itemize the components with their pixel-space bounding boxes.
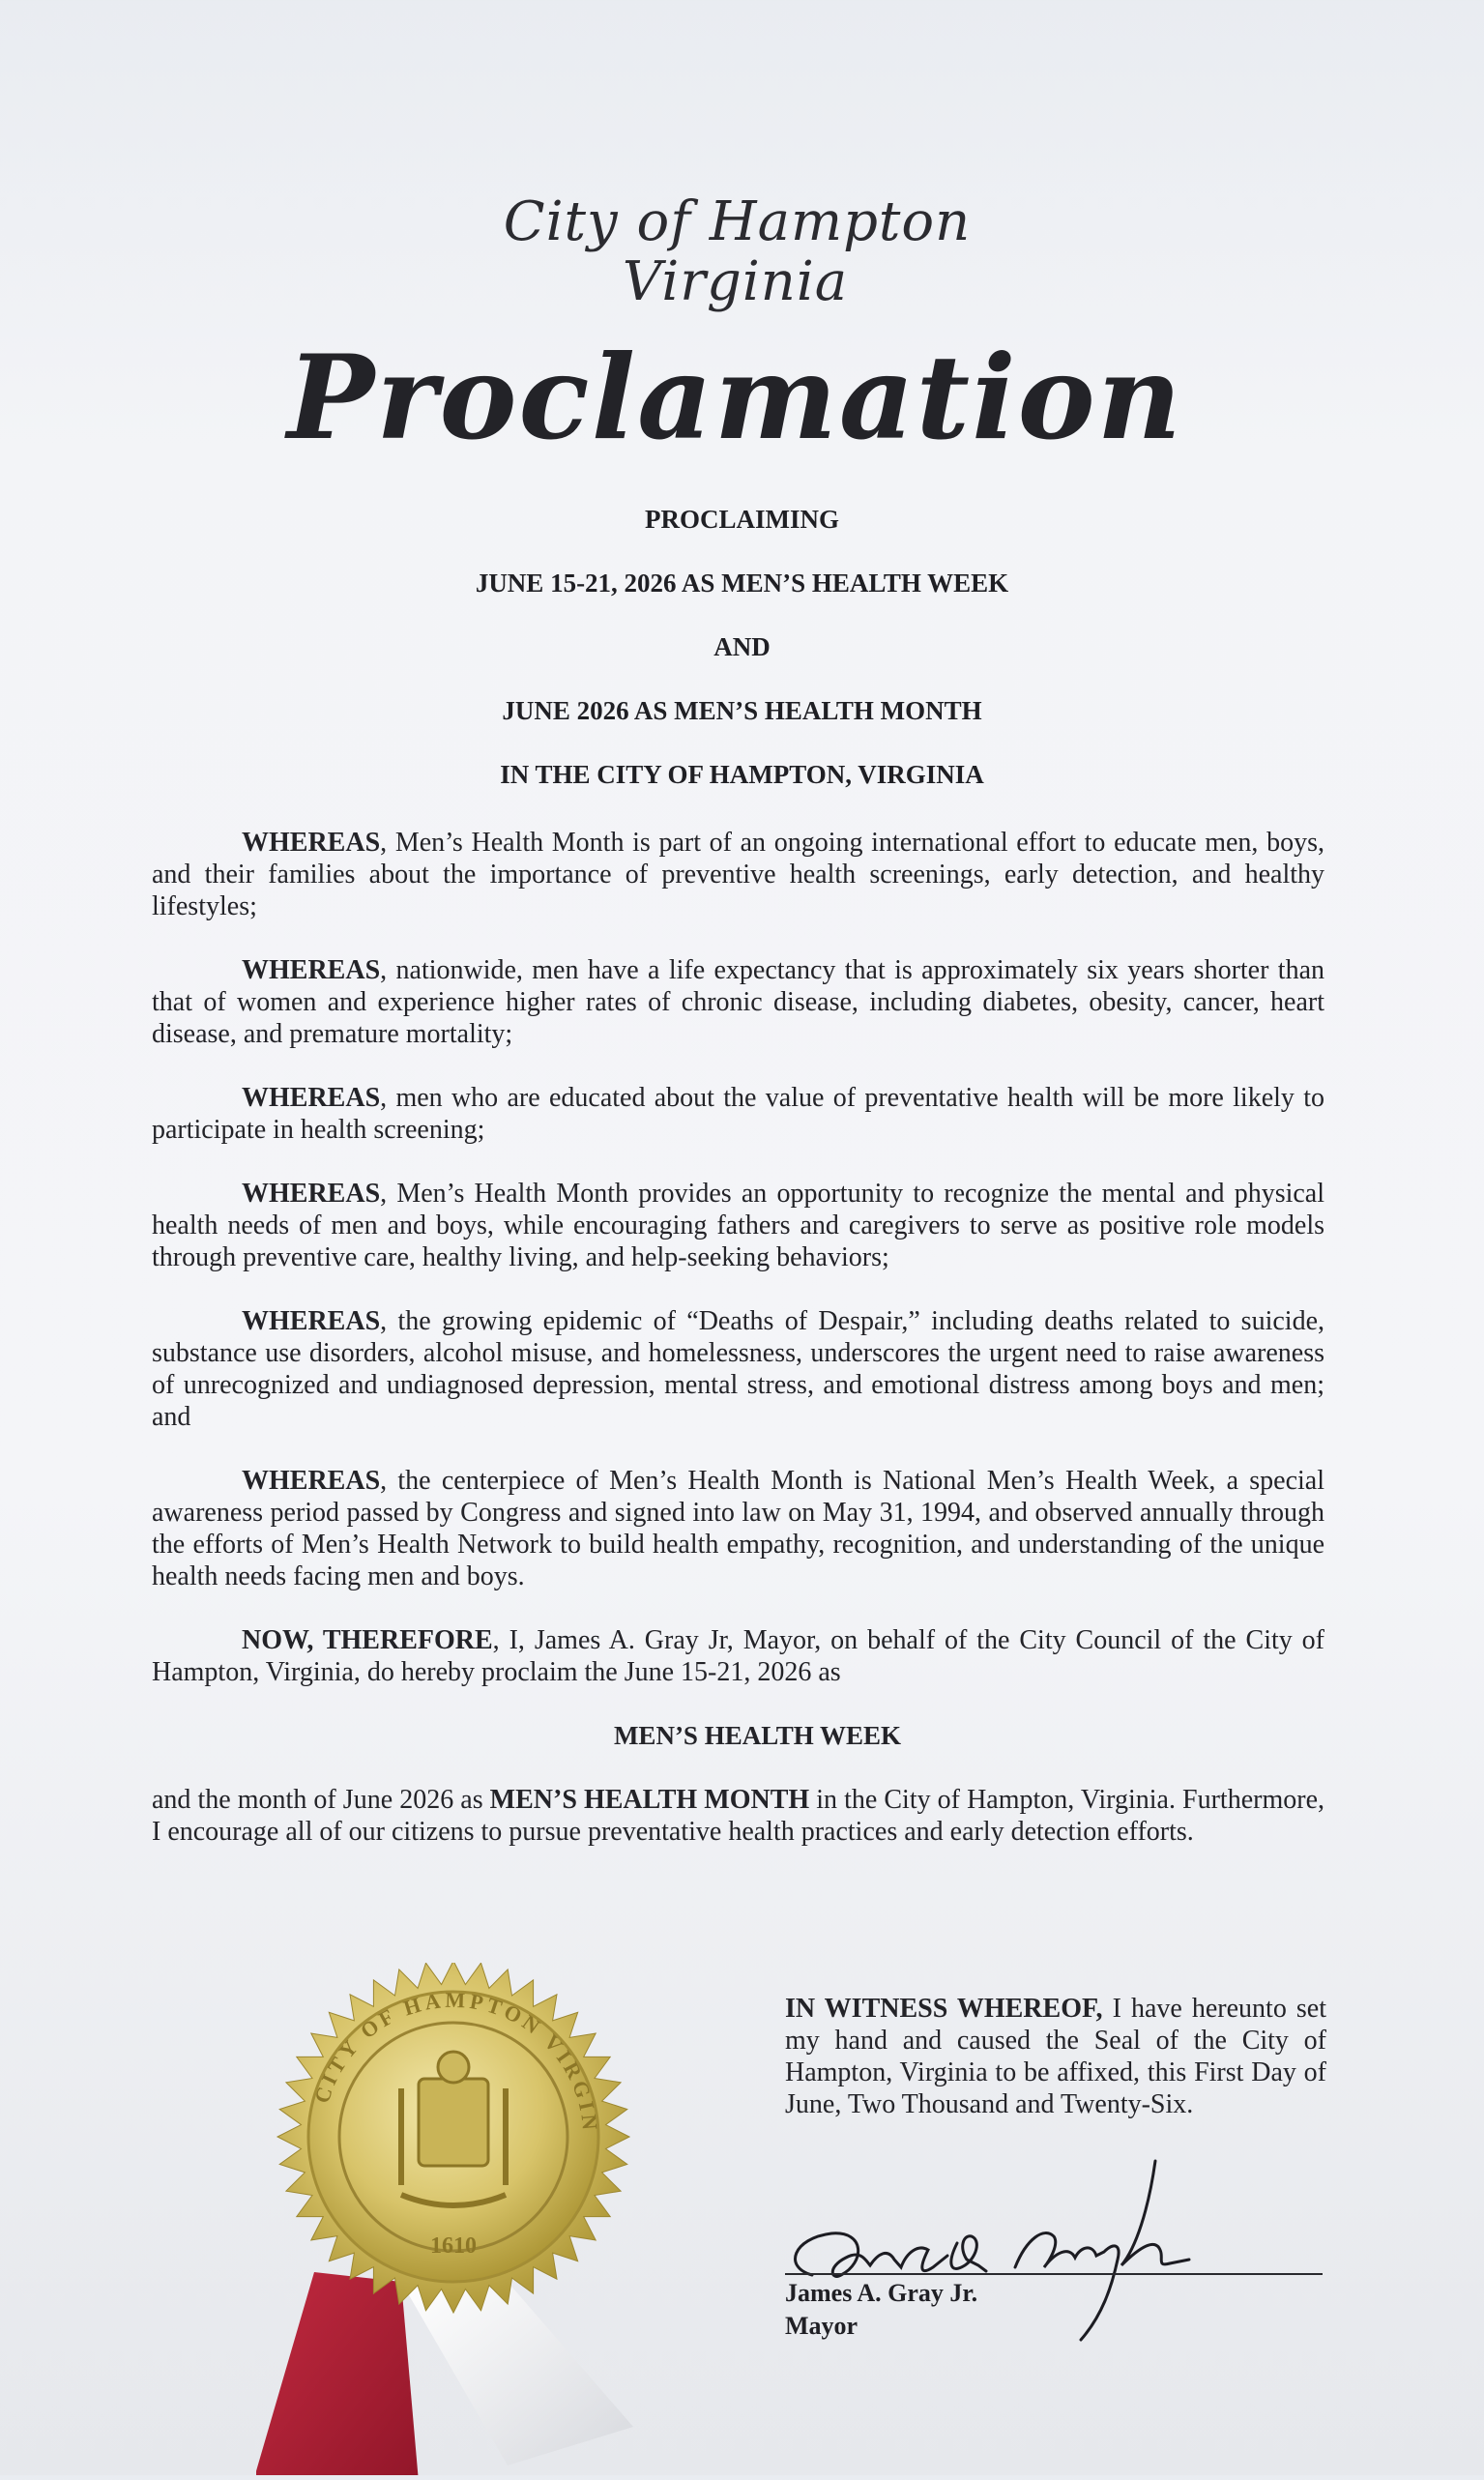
whereas-text: , Men’s Health Month is part of an ongoing international effort to educate men, boys, and their families about the importance of preventive health screenings, early detection, and healthy lifestyles; bbox=[152, 828, 1324, 921]
whereas-paragraph-5 bbox=[152, 1305, 1324, 1433]
state-name: Virginia bbox=[622, 250, 849, 313]
title-line-5: IN THE CITY OF HAMPTON, VIRGINIA bbox=[500, 760, 984, 789]
whereas-paragraph-3 bbox=[152, 1082, 1324, 1146]
whereas-lead: WHEREAS bbox=[242, 828, 381, 858]
document-header bbox=[0, 190, 1484, 466]
whereas-text: , men who are educated about the value of preventative health will be more likely to participate in health screening; bbox=[152, 1083, 1324, 1145]
therefore-lead: NOW, THEREFORE bbox=[242, 1625, 493, 1655]
closing-bold: MEN’S HEALTH MONTH bbox=[489, 1785, 810, 1815]
title-line-3: AND bbox=[713, 632, 771, 661]
witness-text: I have hereunto set my hand and caused the Seal of the City of Hampton, Virginia to be affixed, this First Day of June, Two Thousand and Twenty-Six. bbox=[785, 1994, 1326, 2119]
whereas-paragraph-6 bbox=[152, 1465, 1324, 1592]
therefore-text: , I, James A. Gray Jr, Mayor, on behalf of the City Council of the City of Hampton, Virginia, do hereby proclaim the June 15-21, 2026 as bbox=[152, 1625, 1324, 1687]
seal-ring-text: CITY OF HAMPTON VIRGIN bbox=[308, 1987, 603, 2135]
whereas-text: , Men’s Health Month provides an opportunity to recognize the mental and physical health needs of men and boys, while encouraging fathers and caregivers to serve as positive role models through preventive care, healthy living, and help-seeking behaviors; bbox=[152, 1179, 1324, 1272]
whereas-lead: WHEREAS bbox=[242, 1083, 381, 1113]
seal-shield bbox=[419, 2079, 488, 2166]
document-title: Proclamation bbox=[287, 330, 1183, 466]
whereas-text: , nationwide, men have a life expectancy that is approximately six years shorter than that of women and experience higher rates of chronic disease, including diabetes, obesity, cancer, heart disease, and premature mortality; bbox=[152, 955, 1324, 1049]
ribbon-white bbox=[401, 2282, 633, 2465]
therefore-paragraph bbox=[152, 1624, 1324, 1688]
signer-block bbox=[785, 2277, 977, 2343]
seal-crest-top bbox=[438, 2052, 469, 2083]
title-line-4: JUNE 2026 AS MEN’S HEALTH MONTH bbox=[502, 696, 982, 725]
whereas-lead: WHEREAS bbox=[242, 1306, 381, 1336]
whereas-text: , the growing epidemic of “Deaths of Despair,” including deaths related to suicide, substance use disorders, alcohol misuse, and homelessness, underscores the urgent need to raise awareness of unrecognized and undiagnosed depression, mental stress, and emotional distress among boys and men; and bbox=[152, 1306, 1324, 1432]
whereas-lead: WHEREAS bbox=[242, 1179, 381, 1209]
title-line-2: JUNE 15-21, 2026 AS MEN’S HEALTH WEEK bbox=[475, 569, 1009, 598]
whereas-paragraph-1 bbox=[152, 827, 1324, 922]
witness-lead: IN WITNESS WHEREOF, bbox=[785, 1994, 1103, 2024]
title-line-1: PROCLAIMING bbox=[645, 505, 839, 534]
whereas-paragraph-4 bbox=[152, 1178, 1324, 1273]
closing-post: in the City of Hampton, Virginia. Furthermore, I encourage all of our citizens to pursue preventative health practices and early detection efforts. bbox=[152, 1785, 1324, 1847]
city-seal bbox=[256, 1963, 643, 2475]
proclamation-body bbox=[152, 827, 1324, 1848]
whereas-text: , the centerpiece of Men’s Health Month is National Men’s Health Week, a special awareness period passed by Congress and signed into law on May 31, 1994, and observed annually through the efforts of Men’s Health Network to build health empathy, recognition, and understanding of the unique health needs facing men and boys. bbox=[152, 1466, 1324, 1591]
signature-line bbox=[785, 2273, 1323, 2275]
proclamation-titles bbox=[0, 503, 1484, 822]
witness-paragraph bbox=[785, 1993, 1326, 2120]
whereas-lead: WHEREAS bbox=[242, 1466, 381, 1496]
signer-title: Mayor bbox=[785, 2312, 858, 2340]
signer-name: James A. Gray Jr. bbox=[785, 2279, 978, 2307]
whereas-lead: WHEREAS bbox=[242, 955, 381, 985]
seal-year: 1610 bbox=[430, 2233, 477, 2259]
city-name: City of Hampton bbox=[503, 190, 972, 253]
week-heading: MEN’S HEALTH WEEK bbox=[613, 1721, 902, 1750]
ribbon-red bbox=[256, 2272, 421, 2475]
whereas-paragraph-2 bbox=[152, 954, 1324, 1050]
closing-paragraph bbox=[152, 1784, 1324, 1848]
closing-pre: and the month of June 2026 as bbox=[152, 1785, 490, 1815]
seal-graphic bbox=[256, 1963, 643, 2475]
